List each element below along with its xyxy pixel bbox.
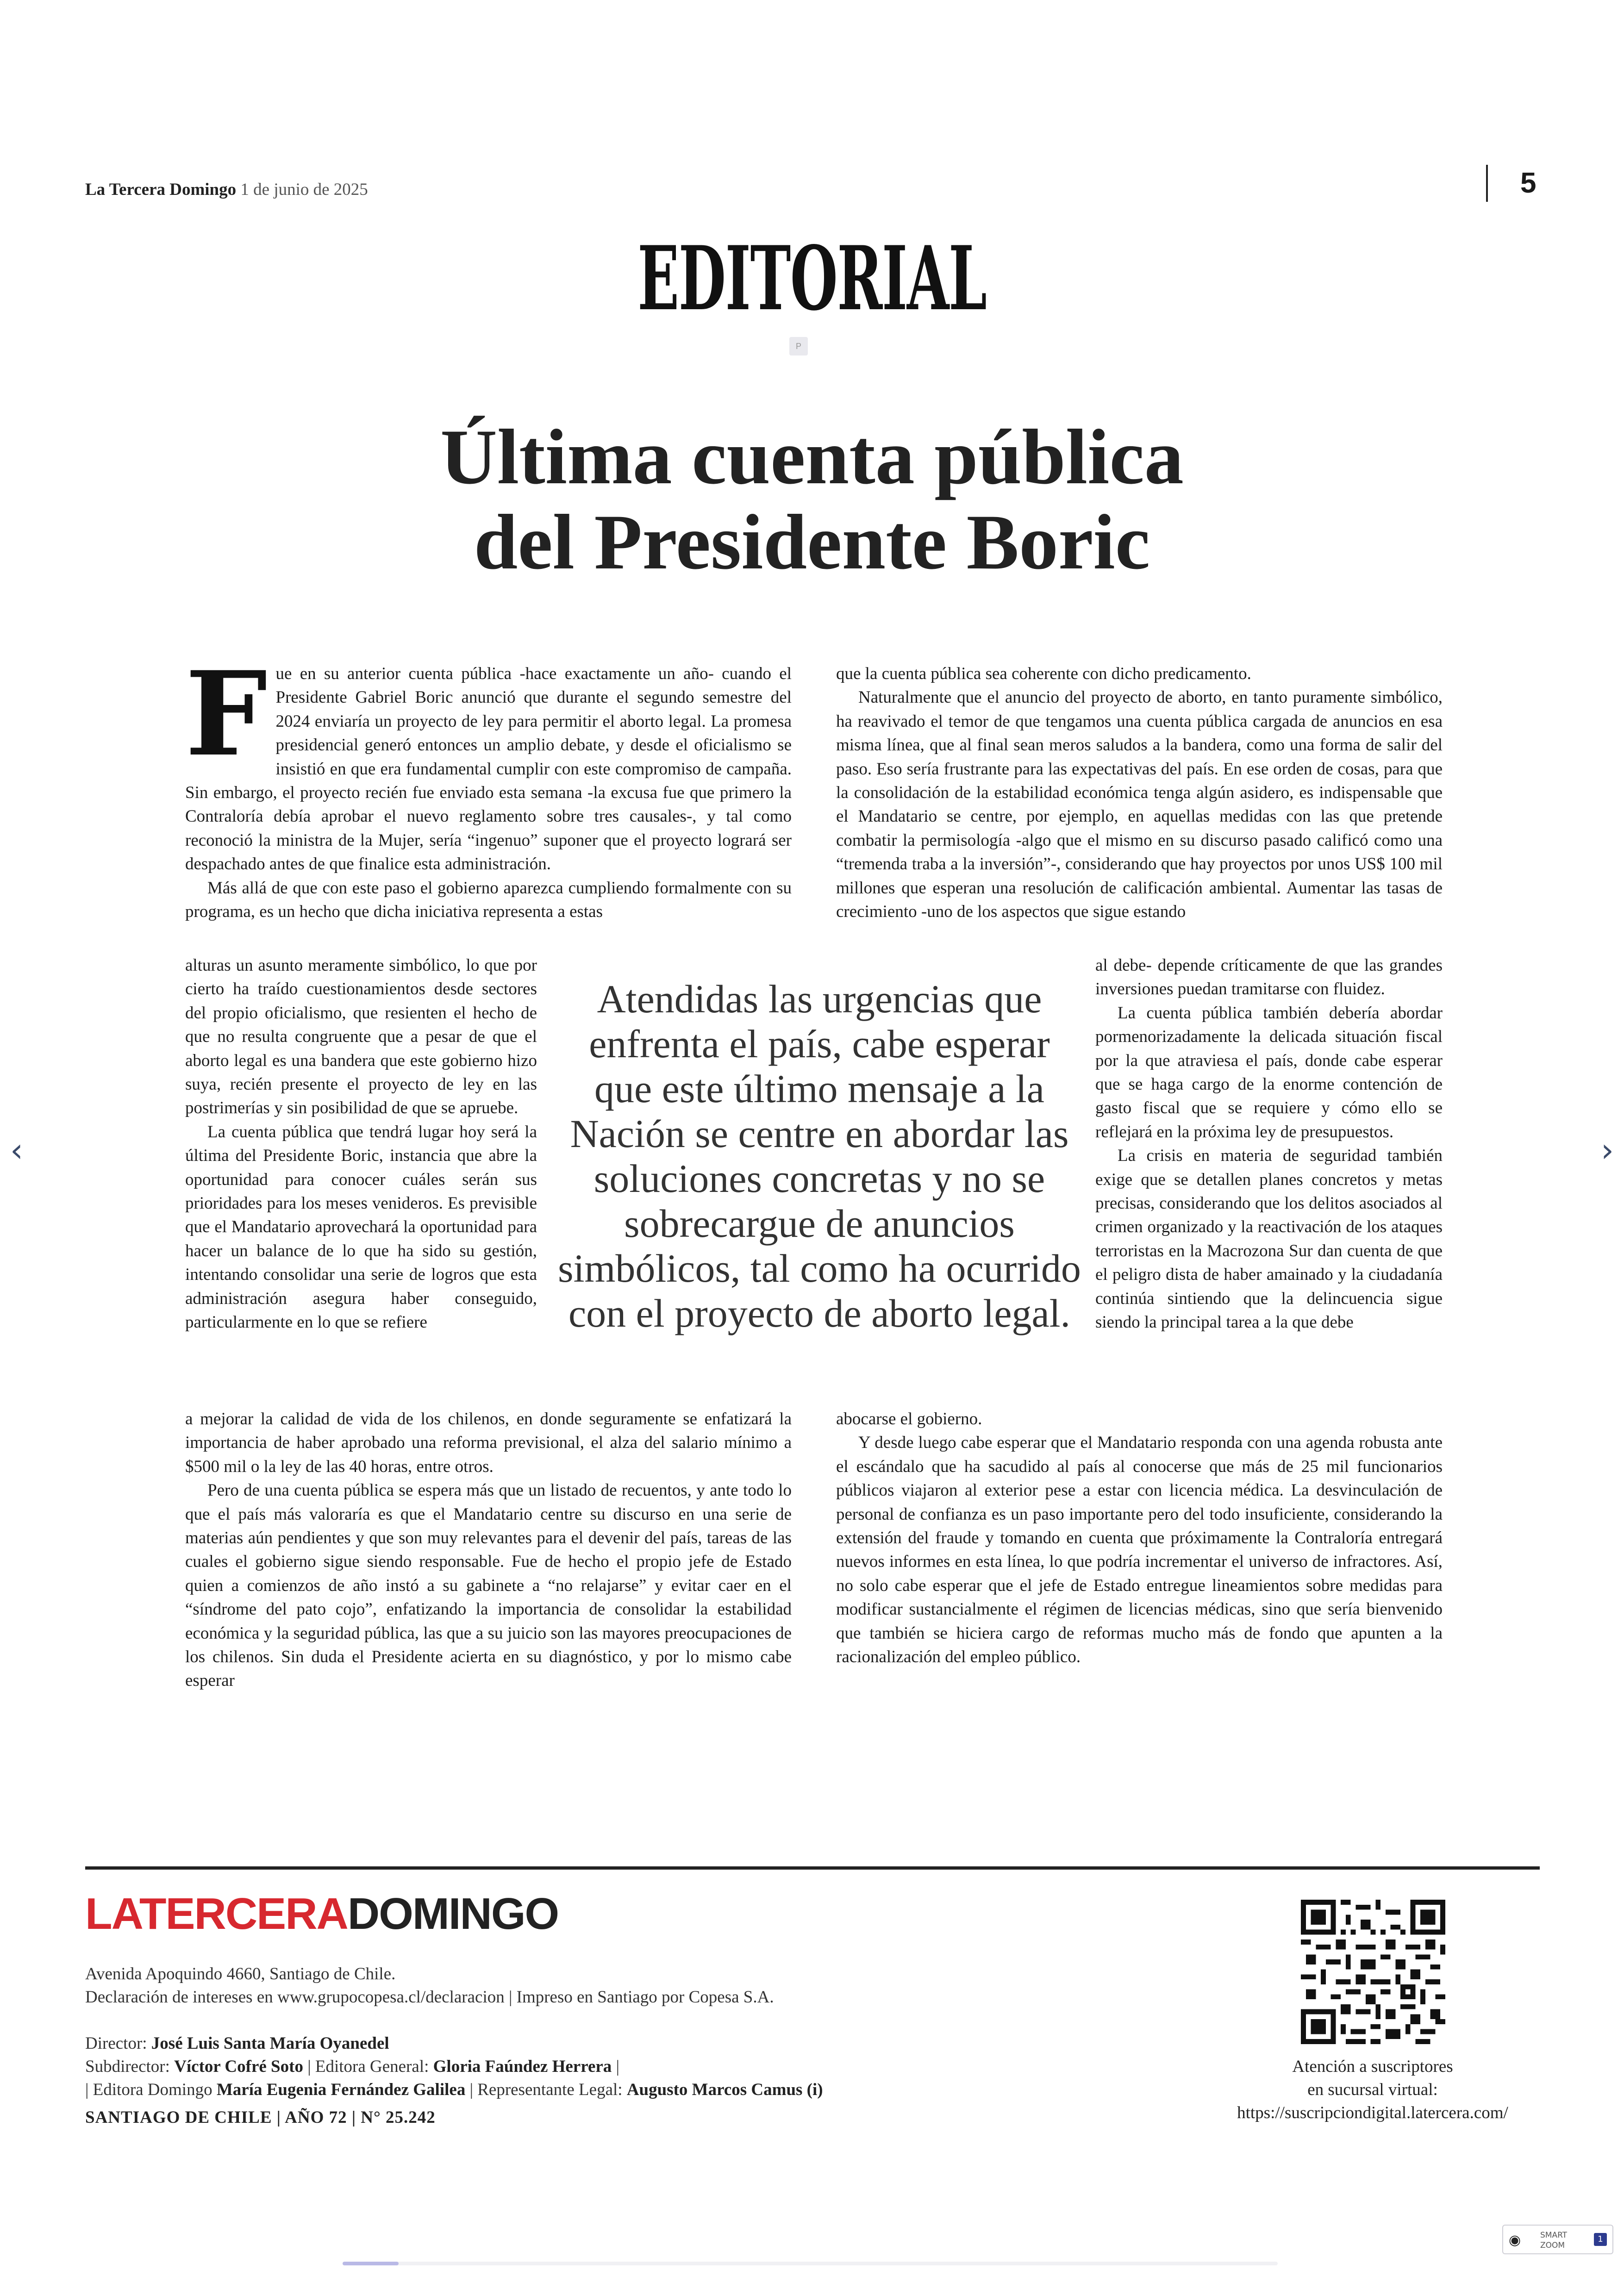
chevron-left-icon[interactable]: ‹ — [10, 1131, 23, 1169]
representante-name: Augusto Marcos Camus (i) — [626, 2080, 823, 2099]
headline — [0, 414, 1624, 585]
article-column-right-mid — [1095, 954, 1443, 1335]
article-paragraph: La cuenta pública que tendrá lugar hoy será la última del Presidente Boric, instancia que abre la oportunidad para conocer cuáles serán sus prioridades para los meses venideros. Es previsible que el Mandatario aprovechará la oportunidad para hacer un balance de lo que ha sido su gestión, intentando consolidar una serie de logros que esta administración asegura haber conseguido, particularmente en lo que se refiere — [185, 1122, 537, 1332]
qr-caption: Atención a suscriptores en sucursal virtual: https://suscripciondigital.latercera.com/ — [1204, 2055, 1542, 2125]
edition-info: SANTIAGO DE CHILE | AÑO 72 | N° 25.242 — [85, 2108, 436, 2127]
qr-code-icon[interactable] — [1301, 1900, 1445, 2044]
masthead-info — [85, 1963, 823, 2129]
director-line: Director: José Luis Santa María Oyanedel — [85, 2034, 389, 2053]
declaration: Declaración de intereses en www.grupocopesa.cl/declaracion | Impreso en Santiago por Copesa S.A. — [85, 1988, 774, 2007]
article-paragraph: La crisis en materia de seguridad también exige que se detallen planes concretos y metas precisas, considerando que los delitos asociados al crimen organizado y la reactivación de los ataques terroristas en la Macrozona Sur dan cuenta de que el peligro dista de haber amainado y la ciudadanía continúa sintiendo que la delincuencia sigue siendo la principal tarea a la que debe — [1095, 1146, 1443, 1332]
smart-zoom-badge: 1 — [1594, 2233, 1607, 2246]
article-paragraph: abocarse el gobierno. — [836, 1409, 982, 1428]
article-paragraph: a mejorar la calidad de vida de los chilenos, en donde seguramente se enfatizará la importancia de haber aprobado una reforma previsional, el alza del salario mínimo a $500 mil o la ley de las 40 horas, entre otros. — [185, 1409, 792, 1476]
article-paragraph: Pero de una cuenta pública se espera más que un listado de recuentos, y ante todo lo que el país más valoraría es que el Mandatario centre su discurso en una serie de materias aún pendientes y que son muy relevantes para el devenir del país, tareas de las cuales el gobierno sigue siendo responsable. Fue de hecho el propio jefe de Estado quien a comienzos de año instó a su gabinete a “no relajarse” y evitar caer en el “síndrome del pato cojo”, enfatizando la importancia de consolidar la estabilidad económica y la seguridad pública, las que a su juicio son las mayores preocupaciones de los chilenos. Sin duda el Presidente acierta en su diagnóstico, y por lo mismo cabe esperar — [185, 1481, 792, 1690]
section-title: EDITORIAL — [637, 227, 987, 330]
chevron-right-icon[interactable]: › — [1601, 1131, 1614, 1169]
footer-logo — [85, 1889, 558, 1940]
publication-name: La Tercera Domingo — [85, 180, 237, 199]
smart-zoom-button[interactable] — [1502, 2225, 1613, 2254]
director-name: José Luis Santa María Oyanedel — [151, 2034, 389, 2053]
footer-divider — [85, 1866, 1540, 1870]
headline-line-1: Última cuenta pública — [440, 413, 1184, 500]
section-mark-icon: P — [789, 337, 808, 355]
article-paragraph: Naturalmente que el anuncio del proyecto de aborto, en tanto puramente simbólico, ha reavivado el temor de que tengamos una cuenta pública cargada de anuncios en esa misma línea, que al final sean meros saludos a la bandera, como una forma de salir del paso. Eso sería frustrante para las expectativas del país. En ese orden de cosas, para que la consolidación de la estabilidad económica tenga algún asidero, es indispensable que el Mandatario se centre, por ejemplo, en aquellas medidas con las que pretende combatir la permisología -algo que el mismo en su discurso pasado calificó como una “tremenda traba a la inversión”-, considerando que hay proyectos por unos US$ 100 mil millones que esperan una resolución de calificación ambiental. Aumentar las tasas de crecimiento -uno de los aspectos que sigue estando — [836, 688, 1443, 922]
article-column-right-bottom — [836, 1407, 1443, 1669]
editora-line: | Editora Domingo María Eugenia Fernández Galilea | Representante Legal: Augusto Marcos Camus (i) — [85, 2080, 823, 2099]
page-number: 5 — [1486, 165, 1536, 202]
address: Avenida Apoquindo 4660, Santiago de Chile. — [85, 1964, 396, 1983]
article-column-left-mid — [185, 954, 537, 1335]
subscription-link[interactable]: https://suscripciondigital.latercera.com/ — [1237, 2103, 1508, 2122]
article-column-right-top — [836, 662, 1443, 923]
article-paragraph: La cuenta pública también debería abordar pormenorizadamente la delicada situación fiscal por la que atraviesa el país, donde cabe esperar que se haga cargo de la enorme contención de gasto fiscal que se requiere y cómo ello se reflejará en la próxima ley de presupuestos. — [1095, 1003, 1443, 1141]
issue-date: 1 de junio de 2025 — [240, 180, 368, 199]
article-paragraph: que la cuenta pública sea coherente con dicho predicamento. — [836, 664, 1251, 683]
article-column-left-bottom — [185, 1407, 792, 1693]
article-paragraph: Y desde luego cabe esperar que el Mandatario responda con una agenda robusta ante el escándalo que ha sacudido al país al conocerse que más de 25 mil funcionarios públicos viajaron al exterior pese a estar con licencia médica. La desvinculación de personal de confianza es un paso importante pero del todo insuficiente, considerando la extensión del fraude y tomando en cuenta que próximamente la Contraloría entregará nuevos informes en esta línea, lo que podría incrementar el universo de infractores. Así, no solo cabe esperar que el jefe de Estado entregue lineamientos sobre medidas para modificar sustancialmente el régimen de licencias médicas, sino que sería bienvenido que también se hiciera cargo de reformas mucho más de fondo que apunten a la racionalización del empleo público. — [836, 1433, 1443, 1667]
eye-icon: ◉ — [1509, 2232, 1521, 2248]
dropcap: F — [185, 646, 268, 782]
logo-text-dark: DOMINGO — [347, 1889, 559, 1939]
article-paragraph: alturas un asunto meramente simbólico, lo que por cierto ha traído cuestionamientos desde sectores del propio oficialismo, que resienten el hecho de que no resulta congruente que a pesar de que el aborto legal es una bandera que este gobierno hizo suya, recién presente el proyecto de ley en las postrimerías y sin posibilidad de que se apruebe. — [185, 956, 537, 1118]
editora-general-name: Gloria Faúndez Herrera — [433, 2057, 612, 2076]
article-column-left-top — [185, 646, 792, 923]
smart-zoom-label: SMART ZOOM — [1540, 2231, 1568, 2250]
page-progress-fill — [343, 2262, 399, 2265]
article-paragraph: Más allá de que con este paso el gobierno aparezca cumpliendo formalmente con su programa, es un hecho que dicha iniciativa representa a estas — [185, 878, 792, 922]
article-paragraph: Fue en su anterior cuenta pública -hace exactamente un año- cuando el Presidente Gabriel Boric anunció que durante el segundo semestre del 2024 enviaría un proyecto de ley para permitir el aborto legal. La promesa presidencial generó entonces un amplio debate, y desde el oficialismo se insistió en que era fundamental cumplir con este compromiso de campaña. Sin embargo, el proyecto recién fue enviado esta semana -la excusa fue que primero la Contraloría debía aprobar el nuevo reglamento sobre tres causales-, y tal como reconoció la ministra de la Mujer, sería “ingenuo” suponer que el proyecto logrará ser despachado antes de que finalice esta administración. — [185, 646, 792, 874]
article-paragraph: al debe- depende críticamente de que las grandes inversiones puedan tramitarse con fluidez. — [1095, 956, 1443, 999]
logo-text-red: LATERCERA — [85, 1889, 348, 1939]
subdirector-line: Subdirector: Víctor Cofré Soto | Editora General: Gloria Faúndez Herrera | — [85, 2057, 619, 2076]
headline-line-2: del Presidente Boric — [474, 499, 1150, 586]
page-header — [85, 180, 368, 200]
page-progress-track[interactable] — [343, 2262, 1278, 2265]
editora-domingo-name: María Eugenia Fernández Galilea — [216, 2080, 466, 2099]
subdirector-name: Víctor Cofré Soto — [174, 2057, 303, 2076]
pull-quote: Atendidas las urgencias que enfrenta el país, cabe esperar que este último mensaje a la Nación se centre en abordar las soluciones concretas y no se sobrecargue de anuncios simbólicos, tal como ha ocurrido con el proyecto de aborto legal. — [558, 977, 1081, 1335]
